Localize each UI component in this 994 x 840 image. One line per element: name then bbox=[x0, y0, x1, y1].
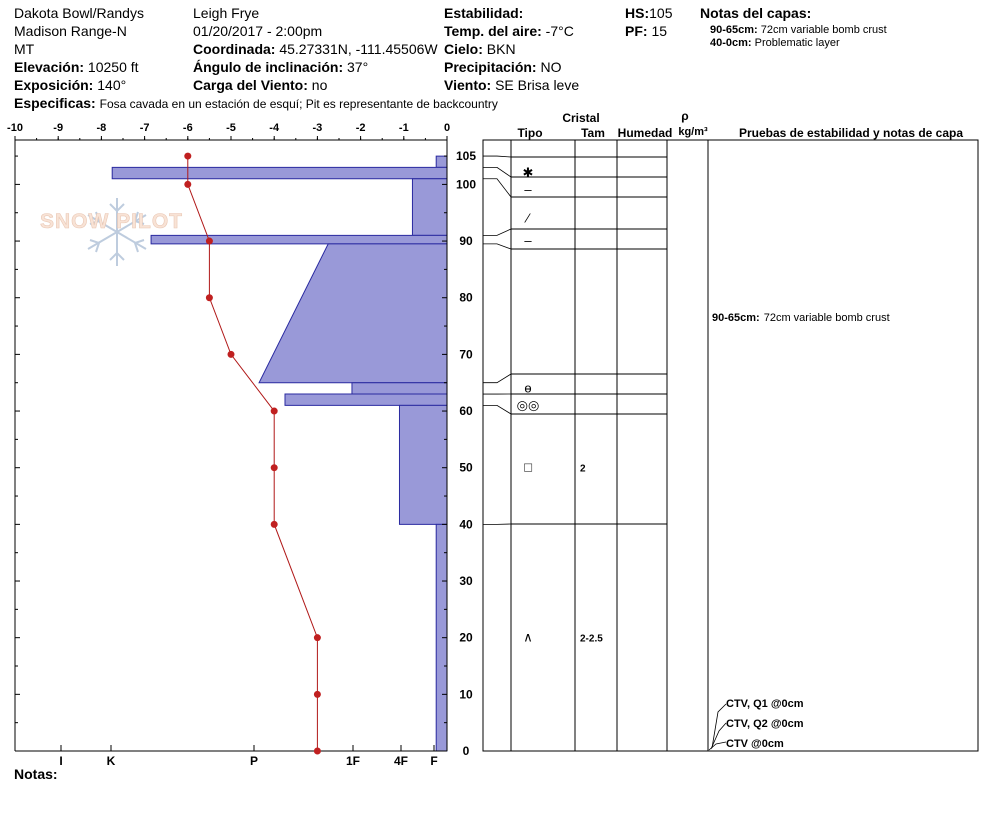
hardness-layer bbox=[151, 235, 447, 243]
hardness-layer bbox=[412, 179, 447, 236]
depth-tick-label: 20 bbox=[459, 630, 473, 645]
temp-tick-label: -4 bbox=[269, 122, 280, 134]
crystal-type-symbol: □ bbox=[524, 459, 532, 475]
temp-tick-label: -7 bbox=[139, 122, 150, 134]
air-temp-value: -7°C bbox=[545, 23, 574, 39]
stability-tests bbox=[709, 704, 726, 750]
hs-label: HS: bbox=[625, 5, 650, 21]
layer-note-right-range: 90-65cm: bbox=[712, 312, 760, 324]
layer-notes-title: Notas del capas: bbox=[700, 5, 812, 21]
layer-connector bbox=[483, 167, 511, 177]
crystal-type-symbol: ⁄ bbox=[526, 210, 530, 226]
depth-tick-label: 60 bbox=[459, 404, 473, 419]
layer-note-text: Problematic layer bbox=[754, 37, 840, 49]
specifics-label: Especificas: bbox=[14, 95, 96, 111]
temperature-point bbox=[271, 464, 278, 471]
rho-header: ρ bbox=[681, 109, 689, 123]
wind-load-label: Carga del Viento: bbox=[193, 77, 308, 93]
temperature-point bbox=[206, 238, 213, 245]
crystal-table bbox=[483, 140, 978, 751]
depth-tick-label: 10 bbox=[459, 687, 473, 702]
temperature-point bbox=[184, 153, 191, 160]
hardness-layer bbox=[436, 156, 447, 167]
depth-tick-label: 80 bbox=[459, 290, 473, 305]
layer-note-range: 90-65cm: bbox=[710, 24, 758, 36]
test-0: CTV, Q1 @0cm bbox=[726, 698, 804, 710]
type-header: Tipo bbox=[517, 126, 543, 140]
hardness-layer bbox=[112, 167, 447, 178]
temp-tick-label: 0 bbox=[443, 122, 451, 134]
hs-value: 105 bbox=[649, 5, 673, 21]
crystal-type-symbol: – bbox=[524, 182, 532, 198]
hardness-tick-label: P bbox=[249, 754, 259, 768]
slope-label: Ángulo de inclinación: bbox=[193, 59, 344, 75]
state-name: MT bbox=[14, 41, 35, 57]
hardness-tick-label: K bbox=[106, 754, 116, 768]
wind-load-value: no bbox=[311, 77, 328, 93]
logo-text: SNOW PILOT bbox=[40, 210, 183, 233]
crystal-type-symbol: ∧ bbox=[523, 629, 533, 645]
temperature-axis bbox=[7, 122, 450, 140]
layer-connector bbox=[483, 179, 511, 197]
elevation-label: Elevación: bbox=[14, 59, 85, 75]
size-header: Tam bbox=[581, 126, 605, 140]
hardness-layer bbox=[399, 405, 447, 524]
tests-header: Pruebas de estabilidad y notas de capa bbox=[738, 126, 964, 140]
crystal-size: 2 bbox=[580, 463, 586, 475]
hardness-layer bbox=[259, 244, 447, 383]
hardness-tick-label: F bbox=[430, 754, 438, 768]
range-name: Madison Range-N bbox=[14, 23, 127, 39]
pf-value: 15 bbox=[651, 23, 668, 39]
aspect-value: 140° bbox=[97, 77, 127, 93]
depth-tick-label: 90 bbox=[459, 234, 473, 249]
hardness-tick-label: I bbox=[59, 754, 63, 768]
temperature-point bbox=[314, 691, 321, 698]
layer-connector bbox=[483, 244, 511, 249]
density-unit-header: kg/m³ bbox=[678, 126, 708, 138]
moisture-header: Humedad bbox=[617, 126, 673, 140]
depth-tick-label: 50 bbox=[459, 460, 473, 475]
depth-tick-label: 0 bbox=[462, 744, 470, 758]
elevation-value: 10250 ft bbox=[87, 59, 139, 75]
observer-name: Leigh Frye bbox=[193, 5, 260, 21]
hardness-axis bbox=[59, 745, 437, 768]
layer-note-text: 72cm variable bomb crust bbox=[760, 24, 887, 36]
hardness-layer bbox=[285, 394, 447, 405]
layer-connector bbox=[483, 374, 511, 383]
stability-label: Estabilidad: bbox=[444, 5, 524, 21]
slope-value: 37° bbox=[347, 59, 369, 75]
snow-pilot-logo bbox=[40, 198, 183, 266]
hardness-tick-label: 4F bbox=[393, 754, 409, 768]
temperature-point bbox=[314, 748, 321, 755]
temperature-line bbox=[188, 156, 318, 751]
observation-datetime: 01/20/2017 - 2:00pm bbox=[193, 23, 323, 39]
depth-tick-label: 40 bbox=[459, 517, 473, 532]
depth-tick-label: 105 bbox=[455, 149, 477, 164]
pf-label: PF: bbox=[625, 23, 648, 39]
precip-value: NO bbox=[540, 59, 562, 75]
test-1: CTV, Q2 @0cm bbox=[726, 718, 804, 730]
hardness-layer bbox=[352, 383, 447, 394]
temp-tick-label: -5 bbox=[226, 122, 236, 134]
temp-tick-label: -6 bbox=[182, 122, 193, 134]
temperature-point bbox=[314, 634, 321, 641]
temperature-point bbox=[271, 408, 278, 415]
notes-label: Notas: bbox=[14, 766, 58, 782]
location-name: Dakota Bowl/Randys bbox=[14, 5, 144, 21]
temp-tick-label: -3 bbox=[312, 122, 323, 134]
crystal-size: 2-2.5 bbox=[580, 633, 603, 645]
temp-tick-label: -9 bbox=[53, 122, 64, 134]
temp-tick-label: -1 bbox=[398, 122, 409, 134]
depth-tick-label: 100 bbox=[455, 177, 477, 192]
depth-tick-label: 70 bbox=[459, 347, 473, 362]
precip-label: Precipitación: bbox=[444, 59, 537, 75]
layer-connector bbox=[483, 405, 511, 414]
temperature-point bbox=[184, 181, 191, 188]
crystal-symbols bbox=[517, 165, 604, 645]
sky-value: BKN bbox=[486, 41, 516, 57]
layer-connector bbox=[483, 229, 511, 235]
specifics-value: Fosa cavada en un estación de esquí; Pit es representante de backcountry bbox=[99, 97, 498, 111]
aspect-label: Exposición: bbox=[14, 77, 94, 93]
hardness-tick-label: 1F bbox=[345, 754, 361, 768]
temperature-point bbox=[228, 351, 235, 358]
crystal-header: Cristal bbox=[562, 111, 600, 125]
sky-label: Cielo: bbox=[444, 41, 483, 57]
wind-value: SE Brisa leve bbox=[495, 77, 580, 93]
layer-note-right bbox=[712, 312, 890, 324]
temp-tick-label: -2 bbox=[355, 122, 366, 134]
hardness-profile bbox=[112, 156, 447, 751]
temperature-point bbox=[271, 521, 278, 528]
wind-label: Viento: bbox=[444, 77, 492, 93]
test-2: CTV @0cm bbox=[726, 738, 784, 750]
crystal-type-symbol: ✱ bbox=[522, 165, 534, 181]
temp-tick-label: -10 bbox=[7, 122, 23, 134]
layer-note-range: 40-0cm: bbox=[710, 37, 752, 49]
layer-note-right-text: 72cm variable bomb crust bbox=[763, 312, 890, 324]
crystal-type-symbol: ɵ bbox=[524, 380, 532, 396]
temp-tick-label: -8 bbox=[96, 122, 107, 134]
air-temp-label: Temp. del aire: bbox=[444, 23, 542, 39]
temperature-point bbox=[206, 294, 213, 301]
coord-label: Coordinada: bbox=[193, 41, 276, 57]
layer-connector bbox=[483, 156, 511, 157]
crystal-type-symbol: ◎◎ bbox=[516, 397, 540, 413]
crystal-type-symbol: – bbox=[524, 233, 532, 249]
depth-tick-label: 30 bbox=[459, 574, 473, 589]
coord-value: 45.27331N, -111.45506W bbox=[279, 41, 438, 57]
